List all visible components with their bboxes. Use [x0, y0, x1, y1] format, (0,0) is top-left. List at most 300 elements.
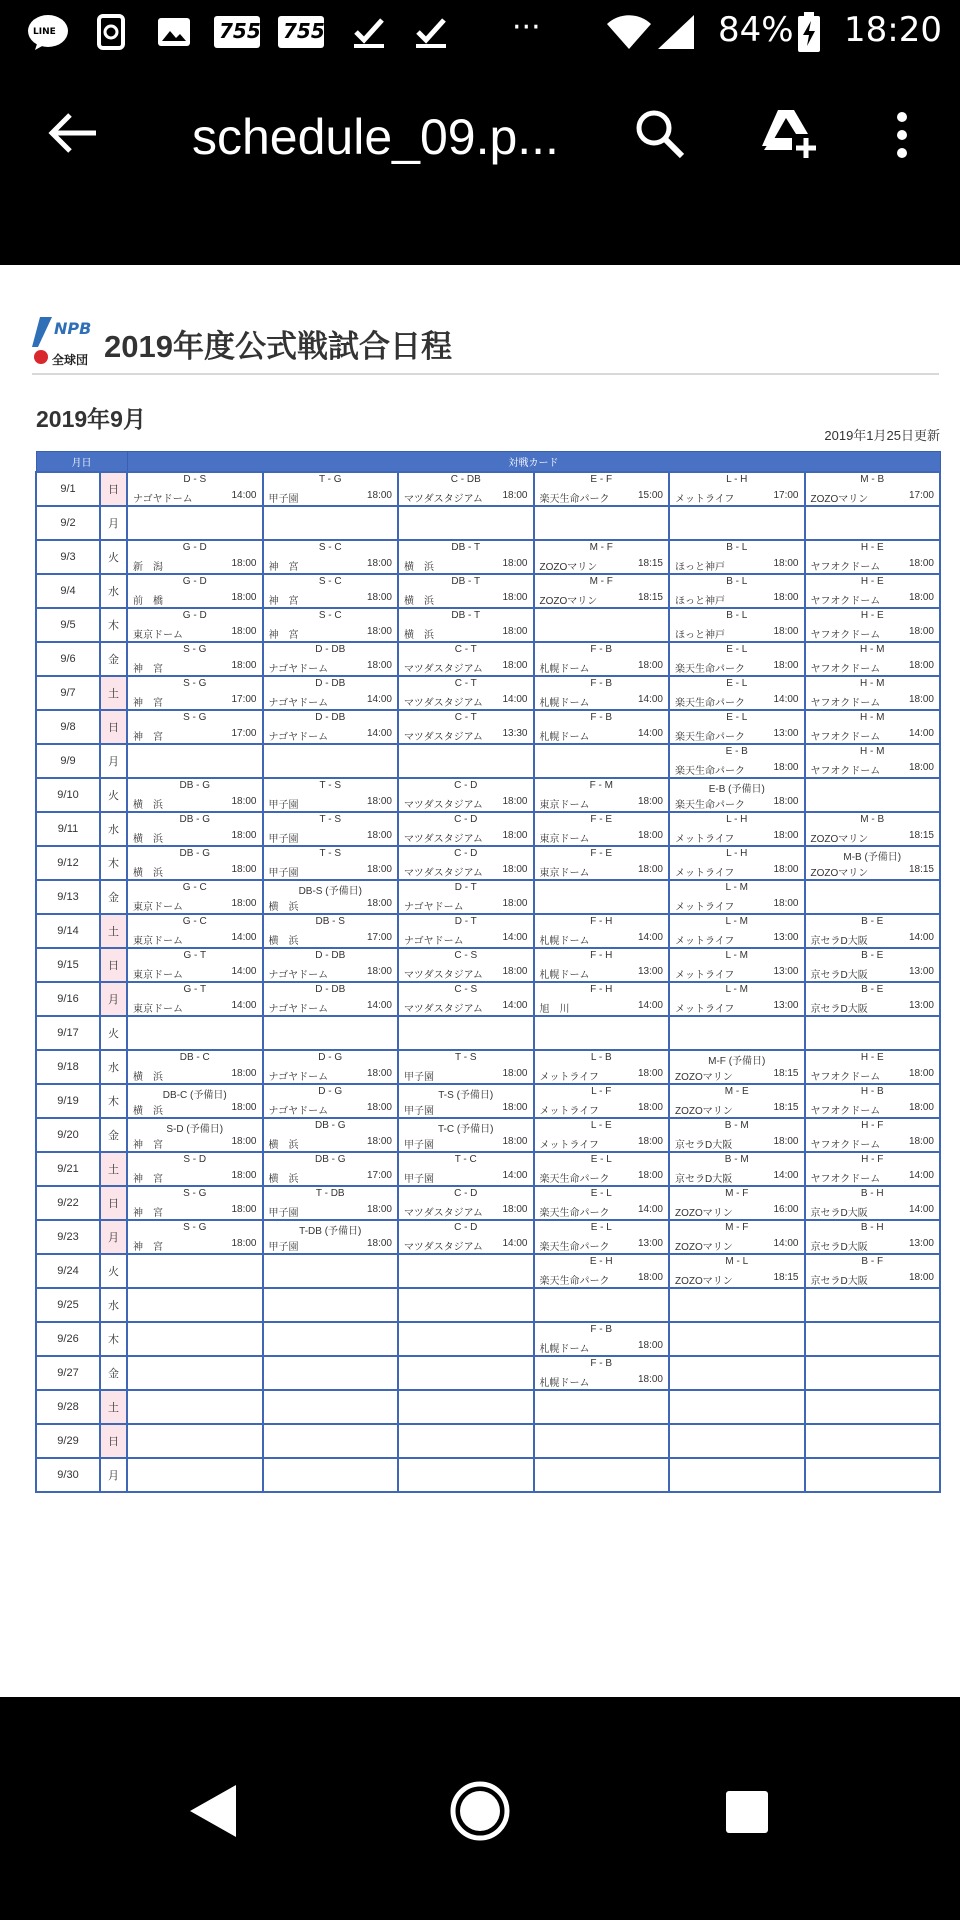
game-cell	[534, 744, 670, 778]
game-cell	[263, 982, 399, 1016]
game-cell	[263, 1084, 399, 1118]
start-time: 18:15	[773, 1068, 799, 1079]
matchup: C - D	[454, 780, 478, 791]
updated-date: 2019年1月25日更新	[824, 428, 940, 443]
game-cell	[127, 1084, 263, 1118]
venue: 神 宮	[133, 698, 163, 709]
start-time: 14:00	[773, 1238, 799, 1249]
start-time: 18:00	[231, 864, 257, 875]
matchup: S - C	[318, 610, 342, 621]
start-time: 18:00	[637, 830, 663, 841]
game-cell	[263, 880, 399, 914]
start-time: 18:00	[502, 1068, 528, 1079]
start-time: 18:00	[231, 1068, 257, 1079]
nav-back-icon[interactable]	[188, 1783, 238, 1839]
schedule-row	[36, 846, 940, 880]
schedule-row	[36, 1390, 940, 1424]
row-weekday: 月	[100, 982, 127, 1016]
header-cards: 対戦カード	[127, 452, 940, 473]
game-cell	[398, 846, 534, 880]
start-time: 14:00	[502, 1170, 528, 1181]
game-cell	[398, 1220, 534, 1254]
matchup: M - B	[860, 474, 885, 485]
venue: 神 宮	[268, 630, 299, 641]
start-time: 13:00	[637, 966, 663, 977]
game-cell	[669, 1288, 805, 1322]
venue: 甲子園	[268, 800, 299, 811]
matchup: B - L	[726, 542, 748, 553]
game-cell	[127, 1050, 263, 1084]
game-cell	[127, 744, 263, 778]
matchup: G - T	[183, 950, 207, 961]
matchup: DB-S (予備日)	[298, 886, 362, 897]
game-cell	[127, 1186, 263, 1220]
start-time: 18:00	[773, 762, 799, 773]
game-cell	[534, 846, 670, 880]
start-time: 18:15	[773, 1272, 799, 1283]
battery-percent: 84%	[718, 10, 794, 50]
start-time: 18:00	[502, 660, 528, 671]
venue: ほっと神戸	[675, 630, 725, 641]
start-time: 18:00	[637, 660, 663, 671]
matchup: T - S	[319, 814, 341, 825]
game-cell	[534, 914, 670, 948]
matchup: L - B	[590, 1052, 612, 1063]
venue: メットライフ	[539, 1106, 599, 1117]
row-date: 9/7	[36, 676, 100, 710]
venue: マツダスタジアム	[404, 1208, 483, 1219]
game-cell	[398, 1458, 534, 1492]
title-divider	[32, 373, 939, 375]
matchup: S - G	[183, 644, 207, 655]
matchup: E - L	[590, 1222, 612, 1233]
matchup: M - L	[725, 1256, 749, 1267]
start-time: 18:00	[773, 1136, 799, 1147]
game-cell	[805, 1050, 941, 1084]
matchup: L - M	[725, 950, 748, 961]
schedule-row	[36, 608, 940, 642]
game-cell	[805, 1220, 941, 1254]
start-time: 18:00	[637, 1102, 663, 1113]
game-cell	[127, 1458, 263, 1492]
start-time: 13:00	[908, 966, 934, 977]
game-cell	[263, 676, 399, 710]
search-icon[interactable]	[634, 108, 686, 160]
start-time: 18:00	[502, 1136, 528, 1147]
game-cell	[398, 914, 534, 948]
venue: 札幌ドーム	[539, 936, 590, 947]
row-weekday: 土	[100, 676, 127, 710]
game-cell	[669, 1186, 805, 1220]
start-time: 18:00	[637, 1340, 663, 1351]
venue: 横 浜	[268, 1174, 299, 1185]
matchup: B - H	[860, 1222, 884, 1233]
game-cell	[669, 642, 805, 676]
back-arrow-icon[interactable]	[46, 110, 100, 156]
game-cell	[127, 1356, 263, 1390]
matchup: M - B	[860, 814, 885, 825]
venue: 東京ドーム	[539, 868, 590, 879]
game-cell	[263, 1390, 399, 1424]
venue: ZOZOマリン	[675, 1242, 733, 1253]
venue: 楽天生命パーク	[675, 800, 745, 811]
matchup: H - M	[860, 678, 885, 689]
matchup: G - C	[182, 916, 207, 927]
matchup: M - F	[725, 1188, 749, 1199]
row-weekday: 日	[100, 1424, 127, 1458]
matchup: C - T	[454, 678, 477, 689]
venue: 京セラD大阪	[675, 1140, 733, 1151]
venue: ZOZOマリン	[675, 1276, 733, 1287]
matchup: D - DB	[315, 950, 346, 961]
start-time: 18:00	[231, 1136, 257, 1147]
matchup: M - E	[724, 1086, 749, 1097]
start-time: 18:00	[773, 898, 799, 909]
start-time: 13:00	[773, 932, 799, 943]
row-weekday: 月	[100, 1220, 127, 1254]
game-cell	[669, 1118, 805, 1152]
game-cell	[534, 710, 670, 744]
nav-home-icon[interactable]	[448, 1779, 512, 1843]
navigation-bar	[0, 1697, 960, 1920]
row-date: 9/4	[36, 574, 100, 608]
game-cell	[127, 608, 263, 642]
game-cell	[127, 1390, 263, 1424]
row-date: 9/8	[36, 710, 100, 744]
venue: 楽天生命パーク	[539, 1174, 610, 1185]
venue: ナゴヤドーム	[133, 494, 193, 505]
start-time: 14:00	[366, 694, 392, 705]
start-time: 15:00	[637, 490, 663, 501]
matchup: B - E	[861, 916, 884, 927]
game-cell	[398, 642, 534, 676]
matchup: D - G	[318, 1052, 343, 1063]
venue: ZOZOマリン	[675, 1072, 733, 1083]
schedule-row	[36, 642, 940, 676]
start-time: 18:00	[366, 558, 392, 569]
venue: 甲子園	[404, 1072, 434, 1083]
venue: 京セラD大阪	[810, 970, 868, 981]
game-cell	[669, 880, 805, 914]
matchup: S-D (予備日)	[166, 1124, 224, 1135]
matchup: C - D	[454, 848, 478, 859]
nav-recents-icon[interactable]	[726, 1791, 768, 1833]
schedule-row	[36, 1118, 940, 1152]
venue: 東京ドーム	[539, 800, 590, 811]
start-time: 14:00	[637, 1000, 663, 1011]
row-weekday: 火	[100, 1254, 127, 1288]
start-time: 18:00	[502, 1204, 528, 1215]
venue: マツダスタジアム	[404, 664, 483, 675]
game-cell	[669, 506, 805, 540]
matchup: T - G	[318, 474, 342, 485]
game-cell	[263, 472, 399, 506]
game-cell	[263, 574, 399, 608]
venue: 新 潟	[133, 562, 163, 573]
game-cell	[805, 914, 941, 948]
matchup: E - L	[726, 678, 748, 689]
schedule-row	[36, 1050, 940, 1084]
game-cell	[805, 1118, 941, 1152]
venue: メットライフ	[675, 868, 735, 879]
game-cell	[127, 1322, 263, 1356]
game-cell	[805, 710, 941, 744]
game-cell	[534, 1288, 670, 1322]
game-cell	[534, 472, 670, 506]
game-cell	[398, 574, 534, 608]
matchup: F - H	[590, 916, 613, 927]
row-date: 9/2	[36, 506, 100, 540]
matchup: D - DB	[315, 984, 346, 995]
start-time: 14:00	[908, 1170, 934, 1181]
start-time: 18:15	[637, 592, 663, 603]
drive-add-icon[interactable]	[758, 108, 818, 160]
start-time: 13:00	[773, 1000, 799, 1011]
gallery-icon	[156, 14, 192, 50]
venue: 甲子園	[268, 834, 299, 845]
app-bar	[0, 64, 960, 264]
game-cell	[669, 1458, 805, 1492]
matchup: L - H	[726, 474, 748, 485]
schedule-row	[36, 1424, 940, 1458]
matchup: F - E	[590, 814, 613, 825]
game-cell	[263, 642, 399, 676]
game-cell	[534, 812, 670, 846]
game-cell	[127, 574, 263, 608]
row-date: 9/14	[36, 914, 100, 948]
row-date: 9/24	[36, 1254, 100, 1288]
matchup: D - DB	[315, 678, 346, 689]
venue: 横 浜	[133, 800, 163, 811]
venue: ヤフオクドーム	[810, 766, 881, 777]
start-time: 18:00	[502, 592, 528, 603]
matchup: H - E	[860, 610, 884, 621]
game-cell	[263, 1356, 399, 1390]
game-cell	[127, 1118, 263, 1152]
start-time: 18:00	[366, 864, 392, 875]
game-cell	[534, 1084, 670, 1118]
game-cell	[534, 1458, 670, 1492]
row-weekday: 木	[100, 1322, 127, 1356]
game-cell	[805, 1186, 941, 1220]
row-weekday: 土	[100, 914, 127, 948]
game-cell	[263, 1288, 399, 1322]
start-time: 18:00	[366, 1238, 392, 1249]
matchup: DB - C	[179, 1052, 210, 1063]
row-weekday: 日	[100, 1186, 127, 1220]
schedule-row	[36, 1084, 940, 1118]
venue: ほっと神戸	[675, 562, 725, 573]
game-cell	[669, 982, 805, 1016]
row-weekday: 金	[100, 1356, 127, 1390]
start-time: 13:30	[502, 728, 528, 739]
start-time: 18:00	[231, 796, 257, 807]
schedule-row	[36, 880, 940, 914]
venue: メットライフ	[675, 1004, 735, 1015]
row-date: 9/30	[36, 1458, 100, 1492]
matchup: C - D	[454, 814, 478, 825]
start-time: 13:00	[773, 728, 799, 739]
start-time: 14:00	[231, 966, 257, 977]
schedule-row	[36, 472, 940, 506]
venue: 甲子園	[404, 1106, 434, 1117]
game-cell	[805, 948, 941, 982]
start-time: 18:00	[773, 558, 799, 569]
game-cell	[263, 778, 399, 812]
venue: 楽天生命パーク	[539, 494, 610, 505]
matchup: M-F (予備日)	[708, 1056, 766, 1067]
game-cell	[398, 1050, 534, 1084]
venue: 横 浜	[404, 562, 434, 573]
venue: 旭 川	[539, 1004, 570, 1015]
matchup: DB - G	[179, 814, 211, 825]
venue: マツダスタジアム	[404, 1242, 483, 1253]
game-cell	[534, 540, 670, 574]
matchup: L - M	[725, 916, 748, 927]
venue: マツダスタジアム	[404, 494, 483, 505]
clock: 18:20	[844, 10, 942, 50]
venue: 東京ドーム	[133, 1004, 183, 1015]
game-cell	[263, 1458, 399, 1492]
game-cell	[805, 846, 941, 880]
row-weekday: 日	[100, 472, 127, 506]
schedule-row	[36, 1322, 940, 1356]
venue: 横 浜	[133, 1072, 163, 1083]
game-cell	[127, 880, 263, 914]
start-time: 17:00	[366, 932, 392, 943]
matchup: DB - G	[179, 848, 211, 859]
start-time: 16:00	[773, 1204, 799, 1215]
game-cell	[398, 1084, 534, 1118]
matchup: B - E	[861, 984, 884, 995]
game-cell	[669, 1356, 805, 1390]
start-time: 18:00	[773, 864, 799, 875]
venue: 札幌ドーム	[539, 698, 590, 709]
venue: ヤフオクドーム	[810, 562, 881, 573]
game-cell	[398, 676, 534, 710]
matchup: B - H	[860, 1188, 884, 1199]
venue: 京セラD大阪	[810, 936, 868, 947]
more-vert-icon[interactable]	[890, 112, 914, 158]
game-cell	[398, 710, 534, 744]
schedule-row	[36, 1288, 940, 1322]
game-cell	[669, 1254, 805, 1288]
start-time: 18:00	[502, 864, 528, 875]
game-cell	[534, 948, 670, 982]
row-weekday: 土	[100, 1152, 127, 1186]
row-date: 9/10	[36, 778, 100, 812]
venue: ナゴヤドーム	[268, 1004, 329, 1015]
game-cell	[534, 1220, 670, 1254]
venue: ZOZOマリン	[539, 596, 598, 607]
game-cell	[263, 812, 399, 846]
venue: マツダスタジアム	[404, 970, 483, 981]
start-time: 14:00	[502, 1238, 528, 1249]
npb-logo-text: NPB	[54, 319, 92, 338]
game-cell	[127, 1254, 263, 1288]
start-time: 18:00	[637, 1272, 663, 1283]
start-time: 18:00	[637, 864, 663, 875]
clipboard-icon	[96, 14, 126, 50]
matchup: L - F	[591, 1086, 612, 1097]
venue: ZOZOマリン	[675, 1106, 733, 1117]
matchup: D - T	[454, 882, 477, 893]
game-cell	[398, 472, 534, 506]
game-cell	[398, 948, 534, 982]
row-date: 9/13	[36, 880, 100, 914]
game-cell	[534, 1390, 670, 1424]
matchup: DB - T	[451, 542, 481, 553]
start-time: 18:00	[502, 796, 528, 807]
matchup: D - T	[454, 916, 477, 927]
start-time: 18:00	[231, 1170, 257, 1181]
matchup: L - H	[726, 848, 748, 859]
start-time: 18:00	[366, 966, 392, 977]
matchup: DB - S	[315, 916, 345, 927]
row-weekday: 金	[100, 1118, 127, 1152]
game-cell	[263, 948, 399, 982]
game-cell	[669, 914, 805, 948]
game-cell	[398, 1322, 534, 1356]
venue: 甲子園	[268, 868, 299, 879]
game-cell	[534, 1152, 670, 1186]
start-time: 18:00	[908, 1136, 934, 1147]
start-time: 14:00	[231, 1000, 257, 1011]
matchup: T-DB (予備日)	[299, 1226, 362, 1237]
game-cell	[669, 1084, 805, 1118]
start-time: 14:00	[908, 932, 934, 943]
row-weekday: 水	[100, 574, 127, 608]
start-time: 18:15	[773, 1102, 799, 1113]
game-cell	[127, 642, 263, 676]
venue: 楽天生命パーク	[675, 732, 745, 743]
start-time: 18:15	[908, 830, 934, 841]
matchup: D - G	[318, 1086, 343, 1097]
venue: ZOZOマリン	[675, 1208, 733, 1219]
venue: マツダスタジアム	[404, 698, 483, 709]
game-cell	[263, 914, 399, 948]
pdf-page	[0, 265, 960, 1697]
matchup: B - M	[724, 1154, 749, 1165]
matchup: T-C (予備日)	[437, 1124, 494, 1135]
signal-icon	[656, 14, 696, 50]
matchup: E - B	[725, 746, 748, 757]
venue: 楽天生命パーク	[675, 664, 745, 675]
venue: 東京ドーム	[133, 630, 183, 641]
game-cell	[534, 506, 670, 540]
start-time: 18:00	[231, 660, 257, 671]
start-time: 18:00	[637, 1374, 663, 1385]
start-time: 14:00	[773, 694, 799, 705]
game-cell	[805, 1084, 941, 1118]
schedule-row	[36, 676, 940, 710]
status-bar	[0, 0, 960, 64]
venue: マツダスタジアム	[404, 834, 483, 845]
game-cell	[263, 1220, 399, 1254]
schedule-row	[36, 1152, 940, 1186]
game-cell	[805, 642, 941, 676]
game-cell	[127, 676, 263, 710]
game-cell	[263, 1016, 399, 1050]
game-cell	[534, 1322, 670, 1356]
row-weekday: 水	[100, 1050, 127, 1084]
venue: 横 浜	[133, 1106, 163, 1117]
game-cell	[534, 1118, 670, 1152]
matchup: E - L	[590, 1188, 612, 1199]
start-time: 17:00	[773, 490, 799, 501]
matchup: H - E	[860, 1052, 884, 1063]
matchup: C - S	[454, 950, 478, 961]
